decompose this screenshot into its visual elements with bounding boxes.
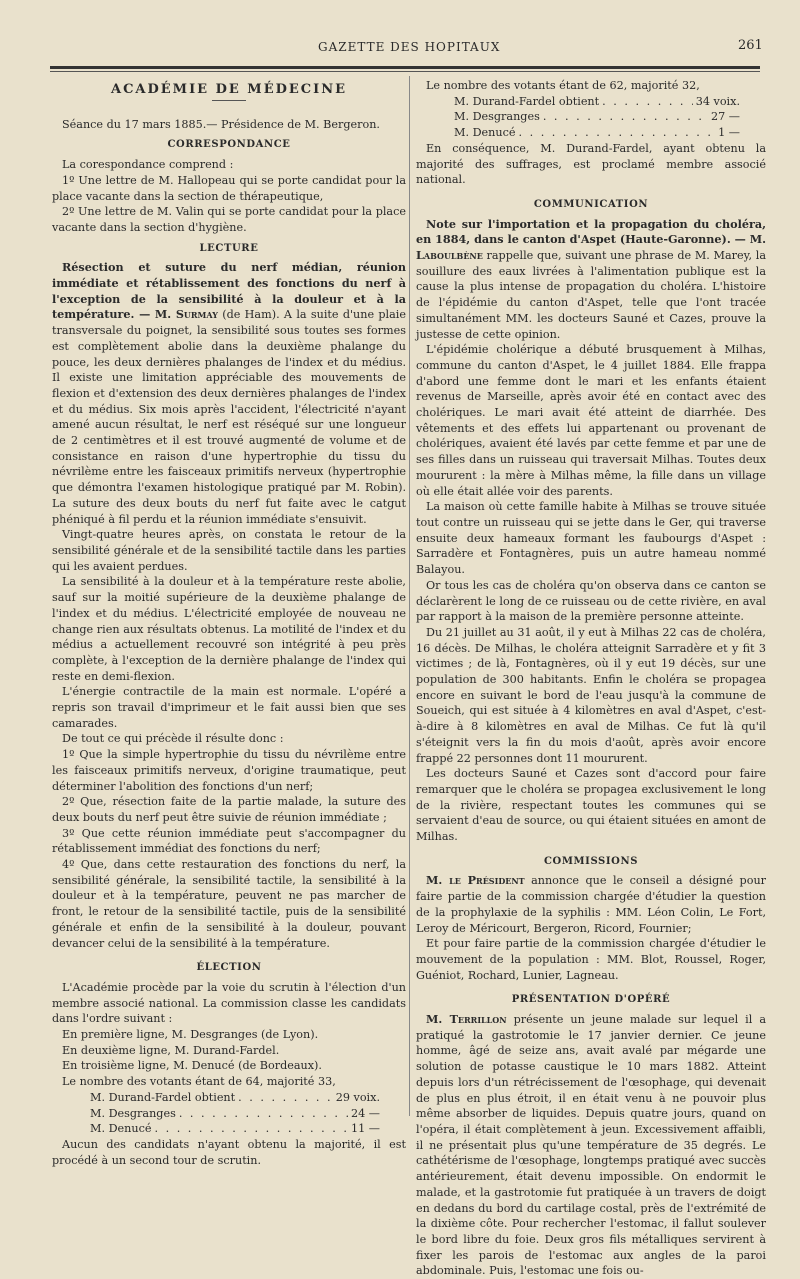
votes-line: Le nombre des votants étant de 62, majorité 32, bbox=[426, 79, 700, 92]
heading-correspondance: CORRESPONDANCE bbox=[167, 139, 291, 151]
presentation-paragraph bbox=[416, 1012, 766, 1279]
session-line: Séance du 17 mars 1885.— Présidence de M. Bergeron. bbox=[62, 117, 380, 131]
vote-row bbox=[416, 125, 766, 141]
communication-paragraph: Du 21 juillet au 31 août, il y eut à Milhas 22 cas de choléra, 16 décès. De Milhas, le choléra atteignit Sarradère et y fit 3 victimes ; de là, Fontagnères, où il y eut 19 décès, sur une population de 300 habitants. Enfin le choléra se propagea encore en suivant le bord de l'eau jusqu'à la commune de Soueich, qui est située à 4 kilomètres en aval d'Aspet, c'est-à-dire à 8 kilomètres en aval de Milhas. Ce fut là qu'il s'éteignit vers la fin du mois d'août, après avoir encore frappé 22 personnes dont 11 moururent. bbox=[416, 625, 766, 765]
journal-title: GAZETTE DES HOPITAUX bbox=[318, 40, 501, 54]
lecture-paragraph: De tout ce qui précède il résulte donc : bbox=[62, 732, 284, 746]
communication-paragraph: Les docteurs Sauné et Cazes sont d'accord pour faire remarquer que le choléra se propagea exclusivement le long de la rivière, respectant toutes les communes qui se servaient d'eau de source, ou qui étaient situées en amont de Milhas. bbox=[416, 767, 766, 844]
correspondance-intro: La corespondance comprend : bbox=[62, 158, 234, 172]
right-column bbox=[416, 78, 766, 1279]
communication-paragraph bbox=[416, 217, 766, 343]
vote-name: M. Desgranges bbox=[90, 1106, 176, 1120]
ranking-line: En troisième ligne, M. Denucé (de Bordeaux). bbox=[62, 1059, 322, 1073]
vote-name: M. Denucé bbox=[90, 1122, 152, 1136]
correspondance-item: 2º Une lettre de M. Valin qui se porte candidat pour la place vacante dans la section d'hygiène. bbox=[52, 205, 406, 234]
vote-count: 11 — bbox=[351, 1122, 380, 1136]
election-intro: L'Académie procède par la voie du scrutin à l'élection d'un membre associé national. La commission classe les candidats dans l'ordre suivant : bbox=[52, 980, 406, 1026]
title-rule bbox=[212, 100, 246, 101]
vote-row bbox=[416, 94, 766, 110]
paragraph-text: (de Ham). A la suite d'une plaie transversale du poignet, la sensibilité sous toutes ses formes est complètement abolie dans la deuxième phalange du pouce, les deux dernières phalanges de l'index et du médius. Il existe une limitation appréciable des mouvements de flexion et d'extension des deux dernières phalanges de l'index et du médius. Six mois après l'accident, l'électricité n'ayant amené aucun résultat, le nerf est réséqué sur une longueur de 2 centimètres et il est trouvé augmenté de volume et de consistance en raison d'une hypertrophie du tissu du névrilème entre les faisceaux primitifs nerveux (hypertrophie que démontra l'examen histologique pratiqué par M. Robin). La suture des deux bouts du nerf fut faite avec le catgut phéniqué à fil perdu et la réunion immédiate s'ensuivit. bbox=[52, 308, 406, 526]
vote-name: M. Durand-Fardel obtient bbox=[90, 1090, 236, 1104]
paragraph-text: présente un jeune malade sur lequel il a pratiqué la gastrotomie le 17 janvier dernier. Ce jeune homme, âgé de seize ans, avait avalé par mégarde une solution de potasse caustique le 10 mars 1882. Atteint depuis lors d'un rétrécissement de l'œsophage, qui devenait de plus en plus étroit, il en était venu à ne pouvoir plus même absorber de liquides. Depuis quatre jours, quand on l'opéra, il était complètement à jeun. Excessivement affaibli, il ne présentait plus qu'une température de 35 degrés. Le cathétérisme de l'œsophage, longtemps pratiqué avec succès antérieurement, était devenu impossible. On endormit le malade, et la gastrotomie fut pratiquée à un travers de doigt en dedans du bord du cartilage costal, près de l'extrémité de la dixième côte. Pour rechercher l'estomac, il fallut soulever le bord libre du foie. Deux gros fils métalliques servirent à fixer les parois de l'estomac aux angles de la paroi abdominale. Puis, l'estomac une fois ou- bbox=[416, 1013, 766, 1278]
header-rule-thick bbox=[50, 66, 760, 69]
column-divider bbox=[409, 76, 410, 1116]
article-title: Résection et suture du nerf médian, réunion immédiate et rétablissement des fonctions du nerf à l'exception de la sensibilité à la douleur et à la température. bbox=[52, 260, 406, 322]
heading-presentation: PRÉSENTATION D'OPÉRÉ bbox=[511, 994, 671, 1006]
commissions-paragraph: Et pour faire partie de la commission chargée d'étudier le mouvement de la population : MM. Blot, Roussel, Roger, Guéniot, Rochard, Lunier, Lagneau. bbox=[416, 937, 766, 982]
article-title: Note sur l'importation et la propagation du choléra, en 1884, dans le canton d'Aspet (Haute-Garonne). bbox=[416, 216, 766, 247]
heading-commissions: COMMISSIONS bbox=[543, 855, 639, 867]
vote-name: M. Durand-Fardel obtient bbox=[454, 94, 600, 108]
correspondance-item: 1º Une lettre de M. Hallopeau qui se porte candidat pour la place vacante dans la section de thérapeutique, bbox=[52, 173, 406, 203]
paragraph-text: annonce que le conseil a désigné pour faire partie de la commission chargée d'étudier la question de la prophylaxie de la syphilis : MM. Léon Colin, Le Fort, Leroy de Méricourt, Bergeron, Ricord, Fournier; bbox=[416, 874, 766, 935]
ranking-line: En première ligne, M. Desgranges (de Lyon). bbox=[62, 1028, 319, 1042]
lecture-paragraph bbox=[52, 260, 406, 527]
speaker-name: M. Terrillon bbox=[426, 1012, 507, 1027]
lecture-paragraph: La sensibilité à la douleur et à la température reste abolie, sauf sur la moitié supérieure de la deuxième phalange de l'index et du médius. L'électricité employée de nouveau ne change rien aux résultats obtenus. La motilité de l'index et du médius a actuellement recouvré son intégrité à peu près complète, à l'exception de la dernière phalange de l'index qui reste en demi-flexion. bbox=[52, 575, 406, 683]
communication-paragraph: Or tous les cas de choléra qu'on observa dans ce canton se déclarèrent le long de ce ruisseau ou de cette rivière, en aval par rapport à la maison de la première personne atteinte. bbox=[416, 578, 766, 624]
lecture-paragraph: L'énergie contractile de la main est normale. L'opéré a repris son travail d'imprimeur et le fait aussi bien que ses camarades. bbox=[52, 685, 406, 730]
vote-count: 29 voix. bbox=[335, 1090, 380, 1104]
votes-line: Le nombre des votants étant de 64, majorité 33, bbox=[62, 1075, 336, 1089]
speaker-name: M. le Président bbox=[426, 873, 525, 888]
running-head bbox=[0, 36, 800, 58]
section-title: ACADÉMIE DE MÉDECINE bbox=[110, 82, 347, 97]
heading-lecture: LECTURE bbox=[199, 242, 259, 254]
lecture-paragraph: 4º Que, dans cette restauration des fonctions du nerf, la sensibilité générale, la sensibilité tactile, la sensibilité à la douleur et à la température, peuvent ne pas marcher de front, le retour de la sensibilité tactile, puis de la sensibilité générale et enfin de la sensibilité à la douleur, pouvant devancer celui de la sensibilité à la température. bbox=[52, 858, 406, 950]
ranking-line: En deuxième ligne, M. Durand-Fardel. bbox=[62, 1043, 280, 1057]
lecture-paragraph: Vingt-quatre heures après, on constata le retour de la sensibilité générale et de la sensibilité tactile dans les parties qui les avaient perdues. bbox=[52, 528, 406, 573]
lecture-paragraph: 2º Que, résection faite de la partie malade, la suture des deux bouts du nerf peut être suivie de réunion immédiate ; bbox=[52, 795, 406, 824]
page-number: 261 bbox=[738, 38, 763, 53]
vote-row bbox=[416, 109, 766, 125]
vote-count: 34 voix. bbox=[695, 94, 740, 108]
vote-count: 27 — bbox=[711, 110, 740, 124]
left-column bbox=[52, 78, 406, 1168]
vote-count: 1 — bbox=[718, 126, 740, 140]
heading-communication: COMMUNICATION bbox=[533, 198, 649, 210]
heading-election: ÉLECTION bbox=[196, 962, 262, 974]
header-rule-thin bbox=[50, 71, 760, 72]
vote-row bbox=[52, 1090, 406, 1106]
commissions-paragraph bbox=[416, 873, 766, 936]
lecture-paragraph: 3º Que cette réunion immédiate peut s'accompagner du rétablissement immédiat des fonctions du nerf; bbox=[52, 826, 406, 856]
vote-row bbox=[52, 1121, 406, 1137]
vote-count: 24 — bbox=[351, 1106, 380, 1120]
communication-paragraph: L'épidémie cholérique a débuté brusquement à Milhas, commune du canton d'Aspet, le 4 juillet 1884. Elle frappa d'abord une femme dont le mari et les enfants étaient revenus de Marseille, après avoir été en contact avec des cholériques. Le mari avait été atteint de diarrhée. Des vêtements et des effets lui appartenant ou provenant de cholériques, avaient été lavés par cette femme et par une de ses filles dans un ruisseau qui traversait Milhas. Toutes deux moururent : la mère à Milhas même, la fille dans un village où elle était allée voir des parents. bbox=[416, 343, 766, 498]
vote-row bbox=[52, 1106, 406, 1122]
vote-name: M. Desgranges bbox=[454, 110, 540, 124]
communication-paragraph: La maison où cette famille habite à Milhas se trouve située tout contre un ruisseau qui se jette dans le Ger, qui traverse ensuite deux hameaux formant les faubourgs d'Aspet : Sarradère et Fontagnères, puis un autre hameau nommé Balayou. bbox=[416, 500, 766, 577]
election-final-result: En conséquence, M. Durand-Fardel, ayant obtenu la majorité des suffrages, est proclamé membre associé national. bbox=[416, 141, 766, 187]
paragraph-text: rappelle que, suivant une phrase de M. Marey, la souillure des eaux livrées à l'alimentation publique est la cause la plus intense de propagation du choléra. L'histoire de l'épidémie du canton d'Aspet, telle que l'ont tracée simultanément MM. les docteurs Sauné et Cazes, prouve la justesse de cette opinion. bbox=[416, 249, 766, 341]
article-author: — M. Laboulbène bbox=[416, 232, 766, 263]
vote-name: M. Denucé bbox=[454, 126, 516, 140]
article-author: — M. Surmay bbox=[134, 307, 218, 322]
lecture-paragraph: 1º Que la simple hypertrophie du tissu du névrilème entre les faisceaux primitifs nerveux, d'origine traumatique, peut déterminer l'abolition des fonctions d'un nerf; bbox=[52, 748, 406, 793]
election-result: Aucun des candidats n'ayant obtenu la majorité, il est procédé à un second tour de scrutin. bbox=[52, 1138, 406, 1167]
